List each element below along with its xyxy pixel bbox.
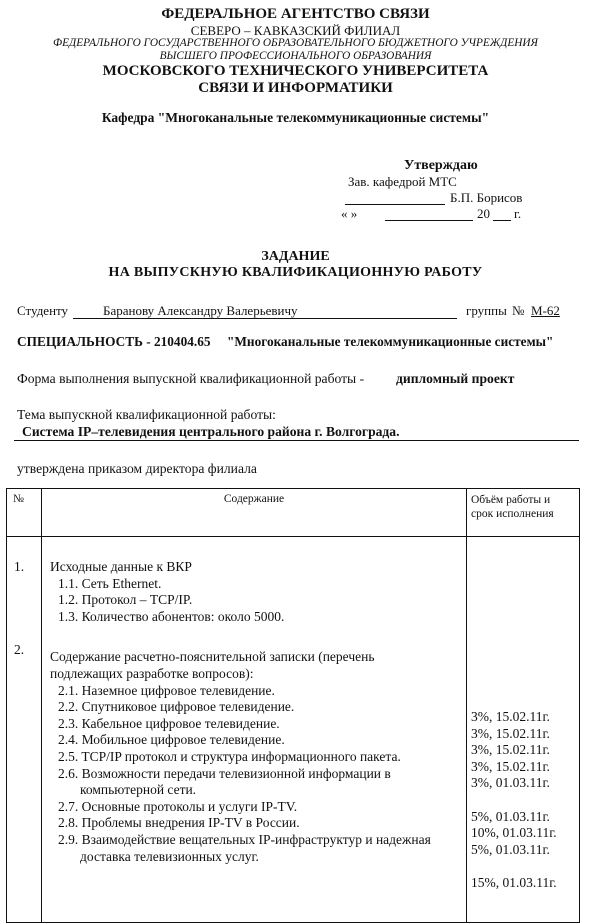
item-volume: 3%, 01.03.11г.	[471, 775, 550, 791]
table-body-row	[7, 537, 580, 923]
item-volume: 3%, 15.02.11г.	[471, 758, 550, 774]
year-line	[493, 220, 511, 221]
student-label: Студенту	[17, 303, 69, 318]
group-label: группы	[466, 303, 507, 318]
approval-year-prefix: 20	[477, 206, 490, 221]
item-volume: 3%, 15.02.11г.	[471, 709, 550, 724]
section-2-item: 2.6. Возможности передачи телевизионной информации в	[58, 765, 391, 781]
section-2-item: 2.3. Кабельное цифровое телевидение.	[58, 715, 280, 731]
signature-line	[345, 204, 445, 205]
topic-label: Тема выпускной квалификационной работы:	[17, 407, 276, 422]
section-2-title: Содержание расчетно-пояснительной записки (перечень	[50, 649, 375, 665]
table-header-row	[7, 489, 580, 537]
topic-value: Система IP–телевидения центрального района г. Волгограда.	[22, 424, 400, 439]
item-volume: 5%, 01.03.11г.	[471, 808, 550, 824]
approved-by-text: утверждена приказом директора филиала	[17, 461, 257, 476]
item-volume: 3%, 15.02.11г.	[471, 742, 550, 758]
approval-position: Зав. кафедрой МТС	[348, 174, 457, 189]
section-2-item: 2.1. Наземное цифровое телевидение.	[58, 682, 275, 698]
section-2-item: 2.2. Спутниковое цифровое телевидение.	[58, 699, 295, 715]
item-volume: 15%, 01.03.11г.	[471, 874, 557, 890]
form-value: дипломный проект	[396, 371, 515, 386]
agency-title: ФЕДЕРАЛЬНОЕ АГЕНТСТВО СВЯЗИ	[161, 6, 430, 22]
topic-underline	[14, 440, 579, 441]
volume-column	[467, 537, 580, 923]
section-2-item: 2.4. Мобильное цифровое телевидение.	[58, 732, 285, 748]
section-2-title-cont: подлежащих разработке вопросов):	[50, 665, 254, 681]
institution-line-2: ВЫСШЕГО ПРОФЕССИОНАЛЬНОГО ОБРАЗОВАНИЯ	[159, 50, 432, 62]
header-volume-line-2: срок исполнения	[471, 508, 554, 520]
group-value: М-62	[531, 303, 560, 318]
section-2-item: 2.7. Основные протоколы и услуги IP-TV.	[58, 798, 298, 814]
item-volume: 5%, 01.03.11г.	[471, 841, 550, 857]
approval-year-suffix: г.	[514, 206, 522, 221]
university-line-1: МОСКОВСКОГО ТЕХНИЧЕСКОГО УНИВЕРСИТЕТА	[102, 63, 489, 79]
section-1-item: 1.1. Сеть Ethernet.	[58, 575, 162, 591]
form-label: Форма выполнения выпускной квалификационной работы -	[17, 371, 365, 386]
section-2-item-cont: доставка телевизионных услуг.	[80, 848, 259, 864]
section-1-item: 1.3. Количество абонентов: около 5000.	[58, 608, 285, 624]
section-1-item: 1.2. Протокол – TCP/IP.	[58, 592, 193, 608]
task-title: ЗАДАНИЕ	[261, 249, 330, 264]
institution-line-1: ФЕДЕРАЛЬНОГО ГОСУДАРСТВЕННОГО ОБРАЗОВАТЕЛЬНОГО БЮДЖЕТНОГО УЧРЕЖДЕНИЯ	[53, 37, 538, 49]
group-number-sign: №	[512, 303, 525, 318]
header-number: №	[7, 489, 42, 537]
section-1-number: 1.	[14, 559, 25, 574]
section-1-title: Исходные данные к ВКР	[50, 559, 192, 574]
header-volume	[467, 489, 580, 537]
department-line: Кафедра "Многоканальные телекоммуникационные системы"	[101, 110, 490, 125]
approver-name: Б.П. Борисов	[450, 190, 523, 205]
header-content: Содержание	[42, 489, 467, 537]
specialty-label: СПЕЦИАЛЬНОСТЬ - 210404.65	[17, 334, 211, 349]
task-content-table	[6, 488, 580, 923]
header-volume-line-1: Объём работы и	[471, 494, 551, 506]
section-2-item: 2.5. TCP/IP протокол и структура информационного пакета.	[58, 748, 401, 764]
content-column	[42, 537, 467, 923]
university-line-2: СВЯЗИ И ИНФОРМАТИКИ	[198, 80, 393, 96]
section-2-item: 2.9. Взаимодействие вещательных IP-инфраструктур и надежная	[58, 831, 431, 847]
approval-date-quotes: « »	[341, 206, 358, 221]
section-2-item: 2.8. Проблемы внедрения IP-TV в России.	[58, 815, 300, 831]
task-subtitle: НА ВЫПУСКНУЮ КВАЛИФИКАЦИОННУЮ РАБОТУ	[108, 265, 483, 280]
branch-title: СЕВЕРО – КАВКАЗСКИЙ ФИЛИАЛ	[190, 23, 401, 38]
student-name: Баранову Александру Валерьевичу	[103, 303, 298, 318]
item-volume: 10%, 01.03.11г.	[471, 825, 557, 841]
approval-title: Утверждаю	[404, 158, 478, 173]
section-2-item-cont: компьютерной сети.	[80, 782, 197, 798]
date-line	[385, 220, 473, 221]
specialty-name: "Многоканальные телекоммуникационные системы"	[227, 334, 554, 349]
numbers-column	[7, 537, 42, 923]
section-2-number: 2.	[14, 641, 25, 657]
item-volume: 3%, 15.02.11г.	[471, 725, 550, 741]
